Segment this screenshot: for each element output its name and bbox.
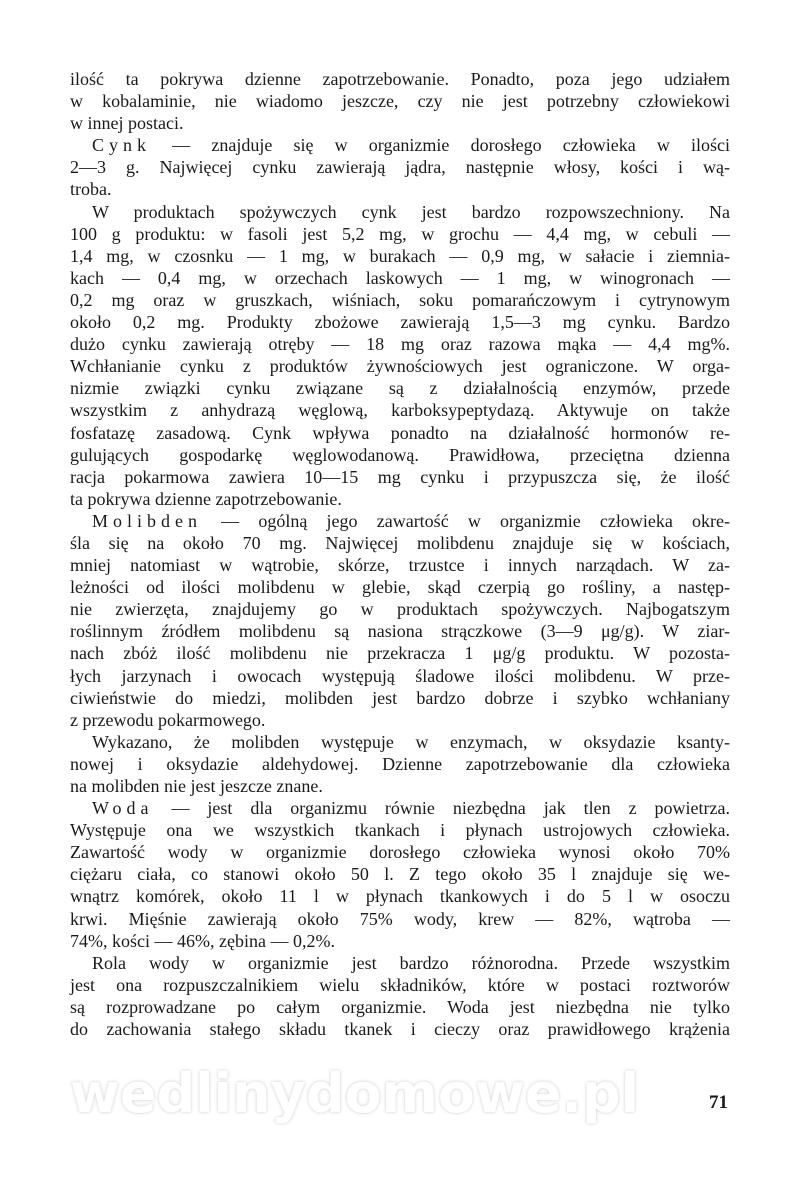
text-line: [70, 510, 730, 532]
text-line: [70, 709, 730, 731]
line-text: roślinnym źródłem molibdenu są nasiona strączkowe (3—9 μg/g). W ziar-: [70, 621, 730, 642]
text-line: [70, 466, 730, 488]
line-text: Wykazano, że molibden występuje w enzymach, w oksydazie ksanty-: [92, 731, 730, 752]
text-line: [70, 532, 730, 554]
page-number: 71: [709, 1092, 728, 1113]
line-text: Wchłanianie cynku z produktów żywnościowych jest ograniczone. W orga-: [70, 356, 730, 377]
line-text: ta pokrywa dzienne zapotrzebowanie.: [70, 488, 342, 509]
line-text: mniej natomiast w wątrobie, skórze, trzustce i innych narządach. W za-: [70, 555, 730, 576]
spaced-term: Woda: [92, 798, 154, 819]
line-text: Występuje ona we wszystkich tkankach i płynach ustrojowych człowieka.: [70, 820, 730, 841]
text-line: [70, 908, 730, 930]
text-line: [70, 156, 730, 178]
line-text: troba.: [70, 179, 112, 200]
paragraph: [70, 952, 730, 1040]
text-line: [70, 488, 730, 510]
line-text: kach — 0,4 mg, w orzechach laskowych — 1 mg, w winogronach —: [70, 267, 730, 288]
line-text: — ogólną jego zawartość w organizmie człowieka okre-: [202, 510, 730, 531]
text-line: [70, 819, 730, 841]
line-text: — jest dla organizmu równie niezbędna jak tlen z powietrza.: [153, 798, 730, 819]
line-text: ciwieństwie do miedzi, molibden jest bardzo dobrze i szybko wchłaniany: [70, 687, 730, 708]
line-text: łych jarzynach i owocach występują śladowe ilości molibdenu. W prze-: [70, 665, 730, 686]
text-line: [70, 731, 730, 753]
text-line: [70, 620, 730, 642]
page-body-text: [70, 68, 730, 1040]
line-text: 74%, kości — 46%, zębina — 0,2%.: [70, 930, 335, 951]
text-line: [70, 311, 730, 333]
line-text: w kobalaminie, nie wiadomo jeszcze, czy nie jest potrzebny człowiekowi: [70, 91, 730, 112]
line-text: racja pokarmowa zawiera 10—15 mg cynku i przypuszcza się, że ilość: [70, 466, 730, 487]
line-text: ilość ta pokrywa dzienne zapotrzebowanie. Ponadto, poza jego udziałem: [70, 69, 730, 89]
paragraph: [70, 510, 730, 731]
line-text: do zachowania stałego składu tkanek i cieczy oraz prawidłowego krążenia: [70, 1019, 730, 1040]
text-line: [70, 642, 730, 664]
text-line: [70, 444, 730, 466]
text-line: [70, 112, 730, 134]
paragraph: [70, 731, 730, 797]
line-text: Rola wody w organizmie jest bardzo różnorodna. Przede wszystkim: [92, 952, 730, 973]
line-text: dużo cynku zawierają otręby — 18 mg oraz razowa mąka — 4,4 mg%.: [70, 334, 730, 355]
text-line: [70, 797, 730, 819]
paragraph: [70, 201, 730, 510]
line-text: śla się na około 70 mg. Najwięcej molibdenu znajduje się w kościach,: [70, 532, 730, 553]
line-text: nach zbóż ilość molibdenu nie przekracza 1 μg/g produktu. W pozosta-: [70, 643, 730, 664]
paragraph: [70, 134, 730, 200]
line-text: W produktach spożywczych cynk jest bardzo rozpowszechniony. Na: [92, 201, 730, 222]
text-line: [70, 267, 730, 289]
line-text: są rozprowadzane po całym organizmie. Woda jest niezbędna nie tylko: [70, 996, 730, 1017]
line-text: gulujących gospodarkę węglowodanową. Prawidłowa, przeciętna dzienna: [70, 444, 730, 465]
line-text: jest ona rozpuszczalnikiem wielu składników, które w postaci roztworów: [70, 974, 730, 995]
line-text: nie zwierzęta, znajdujemy go w produktach spożywczych. Najbogatszym: [70, 599, 730, 620]
line-text: na molibden nie jest jeszcze znane.: [70, 776, 323, 796]
line-text: z przewodu pokarmowego.: [70, 709, 266, 730]
text-line: [70, 885, 730, 907]
text-line: [70, 687, 730, 709]
text-line: [70, 841, 730, 863]
line-text: ciężaru ciała, co stanowi około 50 l. Z tego około 35 l znajduje się we-: [70, 864, 730, 885]
text-line: [70, 333, 730, 355]
text-line: [70, 598, 730, 620]
text-line: [70, 422, 730, 444]
line-text: fosfatazę zasadową. Cynk wpływa ponadto na działalność hormonów re-: [70, 422, 730, 443]
text-line: [70, 134, 730, 156]
line-text: w innej postaci.: [70, 113, 184, 134]
spaced-term: Molibden: [92, 510, 202, 531]
line-text: nowej i oksydazie aldehydowej. Dzienne zapotrzebowanie dla człowieka: [70, 753, 730, 774]
line-text: leżności od ilości molibdenu w glebie, skąd czerpią go rośliny, a następ-: [70, 577, 730, 598]
text-line: [70, 201, 730, 223]
text-line: [70, 554, 730, 576]
text-line: [70, 68, 730, 90]
line-text: 100 g produktu: w fasoli jest 5,2 mg, w grochu — 4,4 mg, w cebuli —: [70, 223, 730, 244]
line-text: około 0,2 mg. Produkty zbożowe zawierają 1,5—3 mg cynku. Bardzo: [70, 312, 730, 333]
line-text: wnątrz komórek, około 11 l w płynach tkankowych i do 5 l w osoczu: [70, 886, 730, 907]
text-line: [70, 576, 730, 598]
text-line: [70, 775, 730, 797]
text-line: [70, 90, 730, 112]
text-line: [70, 399, 730, 421]
spaced-term: Cynk: [92, 135, 152, 156]
bottom-watermark: wedlinydomowe.pl: [70, 1062, 640, 1125]
text-line: [70, 952, 730, 974]
text-line: [70, 863, 730, 885]
line-text: 1,4 mg, w czosnku — 1 mg, w burakach — 0,9 mg, w sałacie i ziemnia-: [70, 245, 730, 266]
text-line: [70, 665, 730, 687]
text-line: [70, 223, 730, 245]
paragraph: [70, 797, 730, 952]
text-line: [70, 930, 730, 952]
line-text: 2—3 g. Najwięcej cynku zawierają jądra, następnie włosy, kości i wą-: [70, 157, 730, 178]
text-line: [70, 289, 730, 311]
text-line: [70, 1018, 730, 1040]
text-line: [70, 245, 730, 267]
paragraph: [70, 68, 730, 134]
line-text: 0,2 mg oraz w gruszkach, wiśniach, soku pomarańczowym i cytrynowym: [70, 289, 730, 310]
line-text: Zawartość wody w organizmie dorosłego człowieka wynosi około 70%: [70, 842, 730, 863]
text-line: [70, 178, 730, 200]
line-text: wszystkim z anhydrazą węglową, karboksypeptydazą. Aktywuje on także: [70, 400, 730, 421]
text-line: [70, 974, 730, 996]
line-text: nizmie związki cynku związane są z działalnością enzymów, przede: [70, 378, 730, 399]
text-line: [70, 377, 730, 399]
line-text: krwi. Mięśnie zawierają około 75% wody, krew — 82%, wątroba —: [70, 908, 730, 929]
text-line: [70, 753, 730, 775]
line-text: — znajduje się w organizmie dorosłego człowieka w ilości: [151, 135, 730, 156]
text-line: [70, 996, 730, 1018]
text-line: [70, 355, 730, 377]
